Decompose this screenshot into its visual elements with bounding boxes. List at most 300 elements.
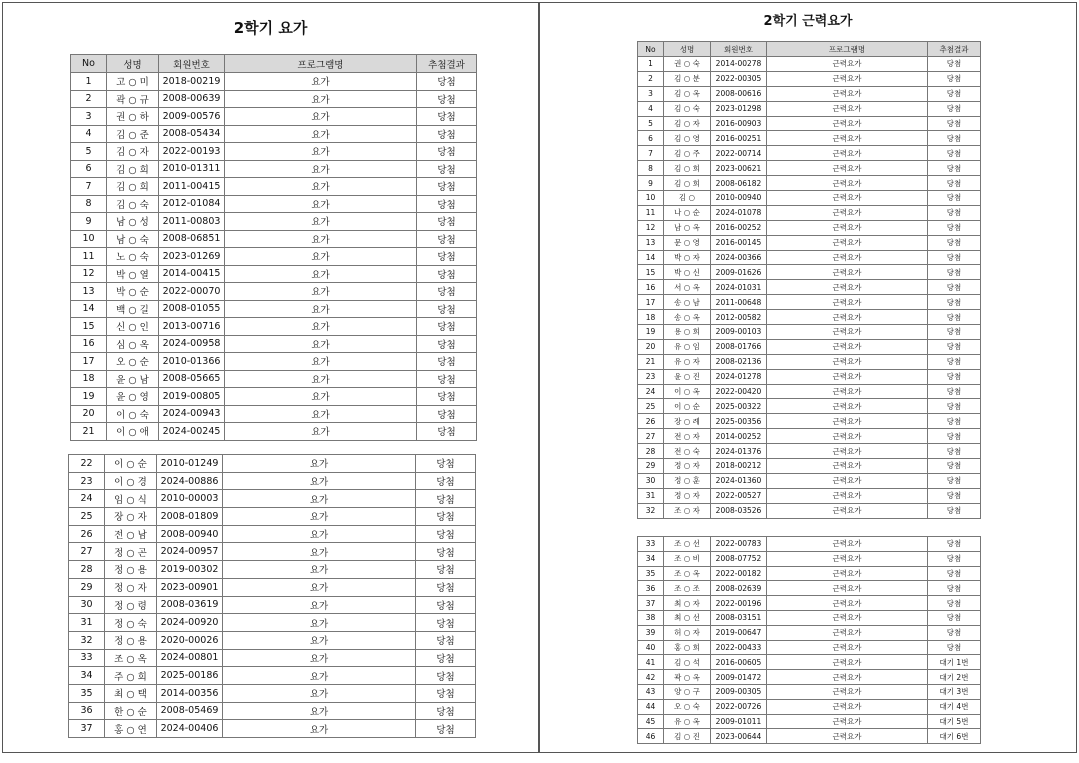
cell-member-id: 2008-05665 <box>159 370 225 388</box>
cell-result: 당첨 <box>417 335 477 353</box>
cell-no: 5 <box>638 116 664 131</box>
cell-name: 김 ○ 준 <box>107 125 159 143</box>
cell-program: 근력요가 <box>767 459 928 474</box>
cell-member-id: 2008-00639 <box>159 90 225 108</box>
table-row <box>638 295 981 310</box>
table-row <box>638 325 981 340</box>
cell-member-id: 2024-00366 <box>711 250 767 265</box>
cell-result: 당첨 <box>416 667 476 685</box>
cell-member-id: 2011-00648 <box>711 295 767 310</box>
header-name: 성명 <box>664 42 711 57</box>
cell-no: 25 <box>69 508 105 526</box>
cell-name: 정 ○ 령 <box>105 596 157 614</box>
cell-result: 당첨 <box>416 543 476 561</box>
cell-name: 김 ○ 분 <box>664 71 711 86</box>
cell-program: 근력요가 <box>767 116 928 131</box>
cell-no: 21 <box>638 354 664 369</box>
cell-result: 당첨 <box>416 561 476 579</box>
cell-program: 근력요가 <box>767 429 928 444</box>
cell-result: 당첨 <box>928 551 981 566</box>
cell-member-id: 2019-00302 <box>157 561 223 579</box>
header-program: 프로그램명 <box>767 42 928 57</box>
cell-result: 당첨 <box>417 125 477 143</box>
cell-no: 33 <box>69 649 105 667</box>
cell-program: 근력요가 <box>767 610 928 625</box>
cell-result: 당첨 <box>417 353 477 371</box>
cell-result: 당첨 <box>416 720 476 738</box>
left-table-1 <box>70 54 477 441</box>
cell-member-id: 2008-03526 <box>711 503 767 518</box>
cell-no: 14 <box>71 300 107 318</box>
cell-result: 당첨 <box>928 191 981 206</box>
cell-no: 11 <box>638 205 664 220</box>
cell-member-id: 2023-01298 <box>711 101 767 116</box>
cell-no: 2 <box>638 71 664 86</box>
table-row <box>638 684 981 699</box>
cell-no: 17 <box>71 353 107 371</box>
cell-result: 당첨 <box>417 73 477 91</box>
cell-no: 12 <box>638 220 664 235</box>
cell-program: 근력요가 <box>767 235 928 250</box>
cell-member-id: 2022-00726 <box>711 699 767 714</box>
cell-name: 유 ○ 자 <box>664 354 711 369</box>
cell-name: 오 ○ 순 <box>107 353 159 371</box>
cell-program: 근력요가 <box>767 280 928 295</box>
cell-program: 요가 <box>225 213 417 231</box>
cell-result: 당첨 <box>416 455 476 473</box>
cell-program: 요가 <box>223 649 416 667</box>
cell-result: 당첨 <box>928 101 981 116</box>
cell-member-id: 2022-00196 <box>711 596 767 611</box>
cell-program: 근력요가 <box>767 295 928 310</box>
cell-member-id: 2008-07752 <box>711 551 767 566</box>
cell-result: 당첨 <box>928 625 981 640</box>
table-row <box>71 248 477 266</box>
cell-program: 근력요가 <box>767 146 928 161</box>
header-name: 성명 <box>107 55 159 73</box>
cell-result: 당첨 <box>417 195 477 213</box>
cell-name: 최 ○ 선 <box>664 610 711 625</box>
cell-name: 윤 ○ 진 <box>664 369 711 384</box>
cell-name: 정 ○ 훈 <box>664 473 711 488</box>
cell-result: 당첨 <box>416 702 476 720</box>
cell-name: 노 ○ 숙 <box>107 248 159 266</box>
cell-program: 요가 <box>225 160 417 178</box>
table-row <box>71 283 477 301</box>
cell-member-id: 2014-00278 <box>711 57 767 72</box>
right-page <box>539 2 1077 753</box>
cell-program: 요가 <box>223 667 416 685</box>
cell-no: 26 <box>69 525 105 543</box>
cell-member-id: 2014-00252 <box>711 429 767 444</box>
table-row <box>638 729 981 744</box>
cell-program: 근력요가 <box>767 503 928 518</box>
cell-program: 근력요가 <box>767 176 928 191</box>
cell-program: 근력요가 <box>767 566 928 581</box>
cell-member-id: 2024-00406 <box>157 720 223 738</box>
cell-name: 권 ○ 숙 <box>664 57 711 72</box>
header-result: 추첨결과 <box>417 55 477 73</box>
cell-name: 정 ○ 용 <box>105 631 157 649</box>
cell-member-id: 2024-00886 <box>157 472 223 490</box>
cell-name: 정 ○ 자 <box>664 488 711 503</box>
cell-member-id: 2016-00605 <box>711 655 767 670</box>
cell-no: 37 <box>638 596 664 611</box>
cell-no: 3 <box>71 108 107 126</box>
cell-program: 요가 <box>223 508 416 526</box>
cell-result: 당첨 <box>416 490 476 508</box>
cell-program: 요가 <box>225 143 417 161</box>
cell-name: 윤 ○ 영 <box>107 388 159 406</box>
cell-no: 4 <box>638 101 664 116</box>
cell-name: 장 ○ 례 <box>664 414 711 429</box>
cell-result: 당첨 <box>416 631 476 649</box>
table-row <box>638 473 981 488</box>
cell-result: 당첨 <box>928 176 981 191</box>
cell-program: 요가 <box>223 455 416 473</box>
cell-name: 조 ○ 비 <box>664 551 711 566</box>
cell-program: 근력요가 <box>767 250 928 265</box>
cell-program: 근력요가 <box>767 488 928 503</box>
left-page-title: 2학기 요가 <box>233 19 308 37</box>
cell-result: 당첨 <box>928 488 981 503</box>
cell-result: 당첨 <box>928 537 981 552</box>
cell-no: 19 <box>71 388 107 406</box>
cell-result: 당첨 <box>928 295 981 310</box>
cell-program: 근력요가 <box>767 191 928 206</box>
cell-result: 당첨 <box>417 160 477 178</box>
cell-program: 요가 <box>225 318 417 336</box>
cell-result: 당첨 <box>928 503 981 518</box>
cell-program: 요가 <box>225 108 417 126</box>
cell-member-id: 2019-00647 <box>711 625 767 640</box>
cell-no: 4 <box>71 125 107 143</box>
table-row <box>638 191 981 206</box>
table-row <box>638 670 981 685</box>
cell-member-id: 2012-01084 <box>159 195 225 213</box>
cell-no: 15 <box>638 265 664 280</box>
cell-no: 5 <box>71 143 107 161</box>
cell-member-id: 2008-01809 <box>157 508 223 526</box>
cell-no: 31 <box>638 488 664 503</box>
cell-member-id: 2008-01766 <box>711 339 767 354</box>
cell-result: 당첨 <box>416 525 476 543</box>
cell-no: 46 <box>638 729 664 744</box>
cell-member-id: 2011-00415 <box>159 178 225 196</box>
cell-program: 요가 <box>223 543 416 561</box>
cell-result: 당첨 <box>928 265 981 280</box>
cell-member-id: 2022-00783 <box>711 537 767 552</box>
cell-no: 11 <box>71 248 107 266</box>
cell-program: 요가 <box>225 405 417 423</box>
table-row <box>638 57 981 72</box>
cell-no: 34 <box>69 667 105 685</box>
cell-name: 정 ○ 숙 <box>105 614 157 632</box>
cell-result: 당첨 <box>928 566 981 581</box>
cell-member-id: 2016-00903 <box>711 116 767 131</box>
cell-program: 요가 <box>223 631 416 649</box>
right-page-title: 2학기 근력요가 <box>763 14 853 29</box>
cell-member-id: 2025-00322 <box>711 399 767 414</box>
cell-program: 요가 <box>223 490 416 508</box>
cell-program: 근력요가 <box>767 339 928 354</box>
table-row <box>638 566 981 581</box>
cell-program: 요가 <box>225 353 417 371</box>
cell-no: 7 <box>638 146 664 161</box>
cell-name: 남 ○ 숙 <box>107 230 159 248</box>
cell-program: 요가 <box>223 720 416 738</box>
table-row <box>71 335 477 353</box>
table-row <box>71 108 477 126</box>
table-row <box>69 508 476 526</box>
cell-result: 당첨 <box>928 146 981 161</box>
cell-no: 10 <box>638 191 664 206</box>
cell-member-id: 2008-02639 <box>711 581 767 596</box>
cell-result: 당첨 <box>417 388 477 406</box>
table-row <box>638 655 981 670</box>
cell-member-id: 2024-00957 <box>157 543 223 561</box>
table-row <box>638 71 981 86</box>
table-row <box>71 160 477 178</box>
cell-name: 홍 ○ 희 <box>664 640 711 655</box>
cell-no: 9 <box>71 213 107 231</box>
table-row <box>71 230 477 248</box>
cell-program: 요가 <box>223 561 416 579</box>
cell-program: 요가 <box>223 578 416 596</box>
cell-name: 남 ○ 성 <box>107 213 159 231</box>
cell-result: 당첨 <box>928 459 981 474</box>
table-header-row <box>71 55 477 73</box>
table-row <box>71 195 477 213</box>
cell-member-id: 2023-00644 <box>711 729 767 744</box>
cell-member-id: 2022-00420 <box>711 384 767 399</box>
table-row <box>638 176 981 191</box>
cell-name: 김 ○ 진 <box>664 729 711 744</box>
cell-member-id: 2024-01376 <box>711 444 767 459</box>
cell-program: 근력요가 <box>767 414 928 429</box>
cell-result: 당첨 <box>928 610 981 625</box>
table-row <box>638 384 981 399</box>
cell-no: 12 <box>71 265 107 283</box>
cell-no: 15 <box>71 318 107 336</box>
cell-member-id: 2022-00193 <box>159 143 225 161</box>
cell-no: 44 <box>638 699 664 714</box>
cell-name: 조 ○ 옥 <box>105 649 157 667</box>
cell-result: 당첨 <box>928 310 981 325</box>
cell-name: 김 ○ 주 <box>664 146 711 161</box>
cell-name: 정 ○ 용 <box>105 561 157 579</box>
cell-name: 주 ○ 희 <box>105 667 157 685</box>
cell-no: 13 <box>638 235 664 250</box>
table-row <box>638 444 981 459</box>
cell-member-id: 2008-05469 <box>157 702 223 720</box>
cell-result: 당첨 <box>928 161 981 176</box>
cell-name: 남 ○ 옥 <box>664 220 711 235</box>
cell-no: 20 <box>638 339 664 354</box>
header-member-id: 회원번호 <box>159 55 225 73</box>
cell-no: 42 <box>638 670 664 685</box>
table-row <box>69 561 476 579</box>
cell-name: 정 ○ 곤 <box>105 543 157 561</box>
cell-no: 35 <box>69 684 105 702</box>
cell-program: 근력요가 <box>767 265 928 280</box>
cell-result: 당첨 <box>928 384 981 399</box>
cell-program: 근력요가 <box>767 699 928 714</box>
cell-program: 요가 <box>225 230 417 248</box>
table-row <box>69 596 476 614</box>
table-row <box>69 631 476 649</box>
header-no: No <box>638 42 664 57</box>
cell-name: 서 ○ 옥 <box>664 280 711 295</box>
cell-program: 요가 <box>225 125 417 143</box>
cell-no: 3 <box>638 86 664 101</box>
table-row <box>638 354 981 369</box>
cell-name: 송 ○ 남 <box>664 295 711 310</box>
cell-name: 유 ○ 임 <box>664 339 711 354</box>
table-row <box>69 667 476 685</box>
cell-member-id: 2022-00305 <box>711 71 767 86</box>
cell-result: 당첨 <box>928 116 981 131</box>
cell-member-id: 2023-01269 <box>159 248 225 266</box>
cell-name: 김 ○ 영 <box>664 131 711 146</box>
cell-no: 34 <box>638 551 664 566</box>
cell-member-id: 2011-00803 <box>159 213 225 231</box>
cell-no: 43 <box>638 684 664 699</box>
cell-no: 28 <box>638 444 664 459</box>
cell-member-id: 2014-00356 <box>157 684 223 702</box>
cell-program: 근력요가 <box>767 161 928 176</box>
cell-name: 김 ○ 희 <box>664 161 711 176</box>
cell-program: 근력요가 <box>767 537 928 552</box>
cell-result: 당첨 <box>417 108 477 126</box>
cell-no: 16 <box>71 335 107 353</box>
left-table-2 <box>68 454 476 738</box>
cell-name: 전 ○ 숙 <box>664 444 711 459</box>
table-row <box>69 490 476 508</box>
cell-program: 근력요가 <box>767 384 928 399</box>
cell-no: 6 <box>71 160 107 178</box>
cell-no: 41 <box>638 655 664 670</box>
cell-program: 요가 <box>223 596 416 614</box>
cell-program: 요가 <box>225 178 417 196</box>
table-row <box>638 310 981 325</box>
cell-no: 45 <box>638 714 664 729</box>
cell-program: 요가 <box>225 370 417 388</box>
cell-program: 근력요가 <box>767 596 928 611</box>
cell-result: 당첨 <box>417 423 477 441</box>
cell-result: 당첨 <box>928 235 981 250</box>
cell-result: 대기 2번 <box>928 670 981 685</box>
cell-result: 당첨 <box>417 230 477 248</box>
table-row <box>638 503 981 518</box>
table-row <box>638 699 981 714</box>
cell-member-id: 2008-06182 <box>711 176 767 191</box>
cell-program: 요가 <box>225 248 417 266</box>
cell-member-id: 2008-00940 <box>157 525 223 543</box>
cell-name: 김 ○ 숙 <box>107 195 159 213</box>
table-row <box>638 459 981 474</box>
cell-name: 유 ○ 옥 <box>664 714 711 729</box>
cell-name: 신 ○ 인 <box>107 318 159 336</box>
cell-program: 근력요가 <box>767 220 928 235</box>
table-row <box>71 318 477 336</box>
cell-no: 29 <box>69 578 105 596</box>
cell-no: 36 <box>69 702 105 720</box>
cell-member-id: 2010-00940 <box>711 191 767 206</box>
cell-result: 당첨 <box>928 444 981 459</box>
cell-no: 30 <box>69 596 105 614</box>
table-row <box>71 90 477 108</box>
cell-result: 당첨 <box>417 248 477 266</box>
table-row <box>638 339 981 354</box>
cell-member-id: 2025-00356 <box>711 414 767 429</box>
cell-no: 32 <box>69 631 105 649</box>
cell-result: 당첨 <box>416 508 476 526</box>
cell-no: 8 <box>638 161 664 176</box>
cell-no: 13 <box>71 283 107 301</box>
cell-name: 김 ○ 옥 <box>664 86 711 101</box>
cell-program: 근력요가 <box>767 444 928 459</box>
cell-no: 25 <box>638 399 664 414</box>
cell-program: 근력요가 <box>767 354 928 369</box>
cell-result: 당첨 <box>928 369 981 384</box>
cell-program: 요가 <box>223 614 416 632</box>
table-row <box>71 370 477 388</box>
cell-no: 19 <box>638 325 664 340</box>
cell-member-id: 2008-00616 <box>711 86 767 101</box>
table-row <box>71 405 477 423</box>
cell-no: 21 <box>71 423 107 441</box>
cell-name: 김 ○ 석 <box>664 655 711 670</box>
cell-result: 대기 5번 <box>928 714 981 729</box>
cell-result: 당첨 <box>416 578 476 596</box>
cell-member-id: 2016-00251 <box>711 131 767 146</box>
cell-member-id: 2010-00003 <box>157 490 223 508</box>
cell-program: 근력요가 <box>767 369 928 384</box>
cell-no: 33 <box>638 537 664 552</box>
cell-name: 조 ○ 조 <box>664 581 711 596</box>
table-row <box>638 581 981 596</box>
cell-result: 당첨 <box>928 220 981 235</box>
cell-member-id: 2009-01472 <box>711 670 767 685</box>
cell-result: 당첨 <box>928 250 981 265</box>
cell-program: 요가 <box>225 335 417 353</box>
cell-member-id: 2008-05434 <box>159 125 225 143</box>
table-row <box>69 649 476 667</box>
cell-member-id: 2014-00415 <box>159 265 225 283</box>
cell-name: 김 ○ 희 <box>107 178 159 196</box>
cell-program: 요가 <box>223 702 416 720</box>
table-row <box>71 388 477 406</box>
cell-name: 전 ○ 자 <box>664 429 711 444</box>
cell-program: 요가 <box>225 423 417 441</box>
header-program: 프로그램명 <box>225 55 417 73</box>
cell-program: 근력요가 <box>767 729 928 744</box>
cell-no: 27 <box>69 543 105 561</box>
cell-member-id: 2025-00186 <box>157 667 223 685</box>
cell-no: 24 <box>638 384 664 399</box>
header-result: 추첨결과 <box>928 42 981 57</box>
cell-name: 박 ○ 열 <box>107 265 159 283</box>
cell-name: 김 ○ 자 <box>107 143 159 161</box>
cell-result: 당첨 <box>928 280 981 295</box>
cell-member-id: 2024-01078 <box>711 205 767 220</box>
header-member-id: 회원번호 <box>711 42 767 57</box>
cell-name: 김 ○ 자 <box>664 116 711 131</box>
cell-member-id: 2023-00901 <box>157 578 223 596</box>
cell-no: 28 <box>69 561 105 579</box>
cell-result: 당첨 <box>928 354 981 369</box>
